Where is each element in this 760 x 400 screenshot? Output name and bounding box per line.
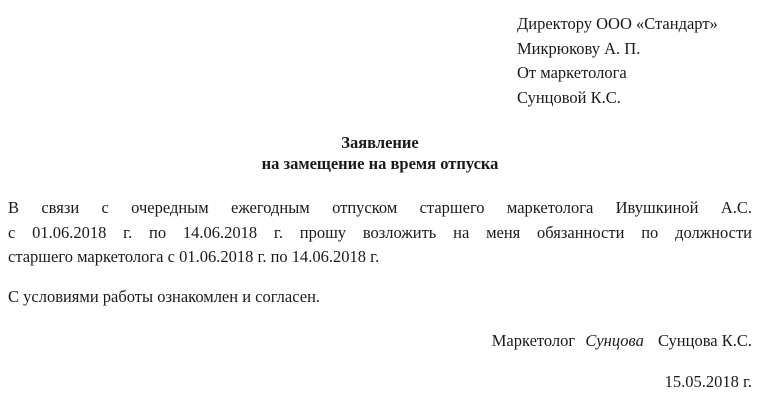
- agreement-statement: С условиями работы ознакомлен и согласен.: [8, 287, 321, 306]
- addressee-line-sender: Сунцовой К.С.: [517, 87, 621, 107]
- body-line-3: старшего маркетолога с 01.06.2018 г. по 14.06.2018 г.: [8, 247, 380, 266]
- document-date: 15.05.2018 г.: [664, 372, 752, 391]
- addressee-block: [517, 12, 718, 110]
- body-paragraph: [8, 196, 752, 270]
- signature-name: Сунцова К.С.: [657, 331, 752, 350]
- addressee-line-name: Микрюкову А. П.: [517, 38, 641, 58]
- addressee-line-director: Директору ООО «Стандарт»: [517, 14, 718, 33]
- document-title: [0, 132, 760, 174]
- title-line-subject: на замещение на время отпуска: [261, 154, 499, 173]
- body-line-1: В связи с очередным ежегодным отпуском старшего маркетолога Ивушкиной А.С.: [8, 198, 752, 217]
- title-line-main: Заявление: [341, 133, 419, 152]
- body-line-2: с 01.06.2018 г. по 14.06.2018 г. прошу возложить на меня обязанности по должности: [8, 222, 752, 242]
- addressee-line-from: От маркетолога: [517, 63, 627, 82]
- signature-line: [492, 329, 752, 353]
- handwritten-signature: Сунцова: [585, 331, 644, 350]
- signature-position: Маркетолог: [491, 331, 576, 350]
